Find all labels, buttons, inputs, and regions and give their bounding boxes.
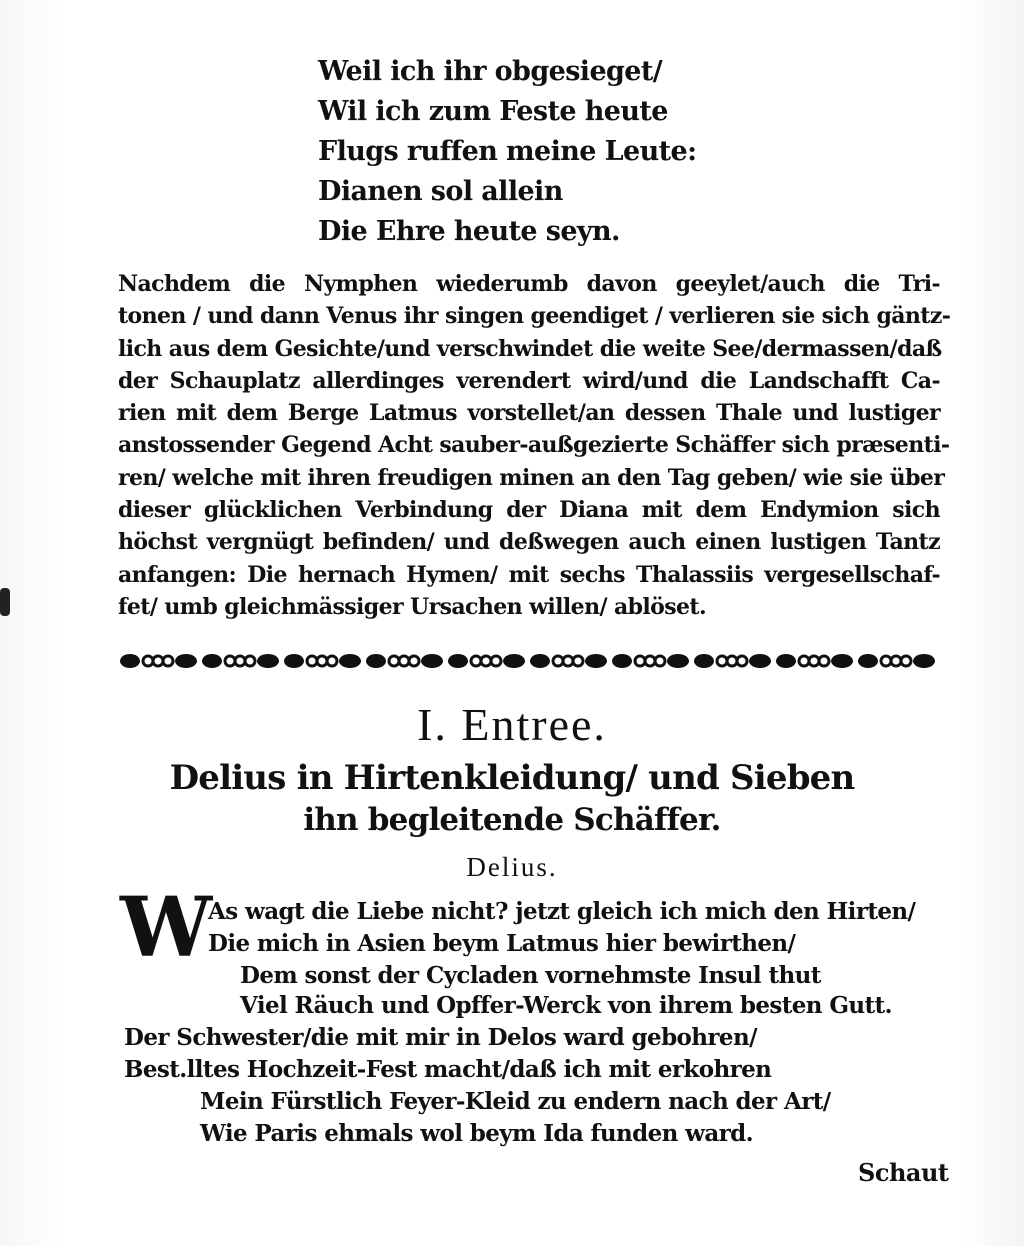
prose-line: ren/ welche mit ihren freudigen minen an den Tag geben/ wie sie über: [118, 464, 945, 491]
verse-line: Der Schwester/die mit mir in Delos ward gebohren/: [124, 1024, 757, 1051]
stage-direction-paragraph: [118, 268, 951, 623]
prose-line: anfangen: Die hernach Hymen/ mit sechs Thalassiis vergesellschaf-: [118, 561, 940, 588]
catchword: Schaut: [858, 1158, 949, 1187]
subheading-line: Delius in Hirtenkleidung/ und Sieben: [169, 758, 855, 798]
prose-line: dieser glücklichen Verbindung der Diana mit dem Endymion sich: [118, 497, 940, 524]
ornament-unit: [530, 654, 607, 668]
ornament-unit: [776, 654, 853, 668]
prose-line: Nachdem die Nymphen wiederumb davon geeylet/auch die Tri-: [118, 271, 940, 297]
ornament-unit: [284, 654, 361, 668]
ornament-unit: [202, 654, 279, 668]
prose-line: höchst vergnügt befinden/ und deßwegen auch einen lustigen Tantz: [118, 529, 940, 556]
subheading-line: ihn begleitende Schäffer.: [303, 802, 721, 838]
poem-line: Die Ehre heute seyn.: [318, 216, 620, 247]
ornament-unit: [448, 654, 525, 668]
verse-line: Wie Paris ehmals wol beym Ida funden ward.: [200, 1120, 754, 1147]
poem-stanza: [318, 52, 696, 252]
speaker-name: Delius.: [466, 852, 558, 882]
ornament-unit: [694, 654, 771, 668]
ornament-unit: [612, 654, 689, 668]
prose-line: der Schauplatz allerdinges verendert wird/und die Landschafft Ca-: [118, 367, 940, 394]
page-edge-mark: [0, 588, 10, 616]
prose-line: tonen / und dann Venus ihr singen geendiget / verlieren sie sich gäntz-: [118, 303, 951, 330]
verse-line: Mein Fürstlich Feyer-Kleid zu endern nach der Art/: [200, 1088, 831, 1115]
poem-line: Wil ich zum Feste heute: [318, 96, 668, 127]
drop-capital: W: [120, 880, 213, 976]
ornamental-divider: [120, 648, 942, 674]
poem-line: Flugs ruffen meine Leute:: [318, 136, 697, 167]
prose-line: anstossender Gegend Acht sauber-außgezierte Schäffer sich præsenti-: [118, 432, 950, 459]
poem-line: Weil ich ihr obgesieget/: [318, 56, 663, 87]
prose-line: fet/ umb gleichmässiger Ursachen willen/ ablöset.: [118, 593, 707, 620]
verse-line: Dem sonst der Cycladen vornehmste Insul thut: [240, 962, 821, 989]
ornament-unit: [120, 654, 197, 668]
verse-line: Best.lltes Hochzeit-Fest macht/daß ich mit erkohren: [124, 1056, 772, 1083]
verse-line: Die mich in Asien beym Latmus hier bewirthen/: [208, 930, 796, 957]
verse-line: As wagt die Liebe nicht? jetzt gleich ich mich den Hirten/: [208, 898, 916, 925]
section-heading: I. Entree.: [417, 699, 607, 750]
poem-line: Dianen sol allein: [318, 176, 563, 207]
ornament-unit: [366, 654, 443, 668]
prose-line: rien mit dem Berge Latmus vorstellet/an dessen Thale und lustiger: [118, 400, 940, 427]
prose-line: lich aus dem Gesichte/und verschwindet die weite See/dermassen/daß: [118, 335, 942, 362]
ornament-unit: [858, 654, 935, 668]
verse-line: Viel Räuch und Opffer-Werck von ihrem besten Gutt.: [240, 992, 892, 1019]
